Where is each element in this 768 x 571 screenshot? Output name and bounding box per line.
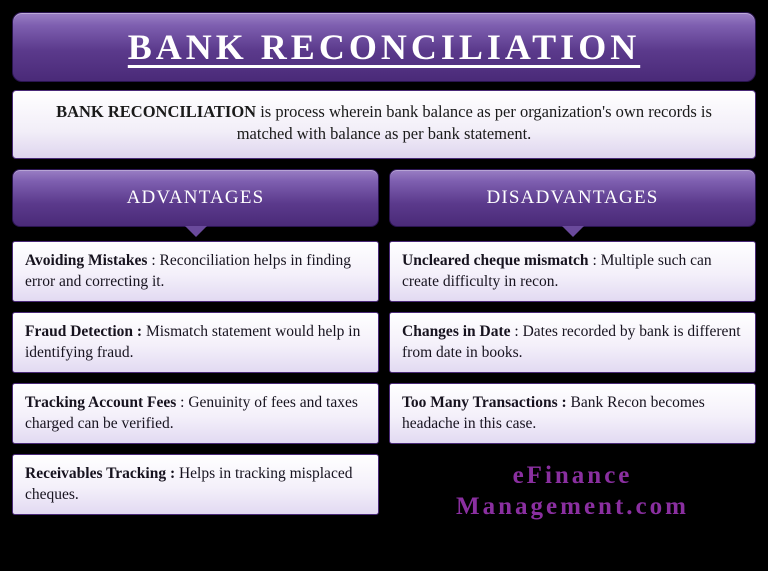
- disadvantages-header: [389, 169, 756, 227]
- item-lead: Uncleared cheque mismatch: [402, 251, 589, 269]
- list-item: [389, 383, 756, 444]
- disadvantages-header-label: DISADVANTAGES: [486, 186, 659, 208]
- item-body: Helps in tracking misplaced cheques.: [25, 465, 353, 504]
- brand-watermark: [389, 460, 756, 523]
- item-body: : Multiple such can create difficulty in recon.: [402, 251, 712, 290]
- item-lead: Changes in Date: [402, 322, 511, 340]
- intro-definition-box: [12, 90, 756, 159]
- list-item: [389, 241, 756, 302]
- title-banner: [12, 12, 756, 82]
- list-item: [389, 312, 756, 373]
- item-lead: Avoiding Mistakes: [25, 251, 148, 269]
- item-lead: Receivables Tracking :: [25, 465, 176, 482]
- intro-lead-text: BANK RECONCILIATION: [56, 102, 257, 121]
- brand-line-1: eFinance: [512, 462, 633, 489]
- item-lead: Tracking Account Fees: [25, 393, 177, 411]
- list-item: [12, 312, 379, 373]
- comparison-columns: [12, 169, 756, 526]
- item-body: : Reconciliation helps in finding error and correcting it.: [25, 251, 352, 290]
- advantages-header-label: ADVANTAGES: [126, 186, 265, 208]
- item-lead: Too Many Transactions :: [402, 393, 567, 411]
- intro-body-text: is process wherein bank balance as per organization's own records is matched with balance as per bank statement.: [236, 102, 712, 144]
- item-lead: Fraud Detection :: [25, 322, 143, 340]
- advantages-header: [12, 169, 379, 227]
- item-body: Mismatch statement would help in identifying fraud.: [25, 322, 361, 361]
- item-body: Bank Recon becomes headache in this case.: [402, 393, 705, 432]
- item-body: : Genuinity of fees and taxes charged can be verified.: [25, 393, 358, 432]
- item-body: : Dates recorded by bank is different from date in books.: [402, 322, 741, 361]
- advantages-column: [12, 169, 379, 526]
- page-title: BANK RECONCILIATION: [127, 27, 641, 67]
- disadvantages-column: [389, 169, 756, 523]
- list-item: [12, 241, 379, 302]
- brand-line-2: Management.com: [456, 493, 689, 521]
- list-item: [12, 454, 379, 515]
- list-item: [12, 383, 379, 444]
